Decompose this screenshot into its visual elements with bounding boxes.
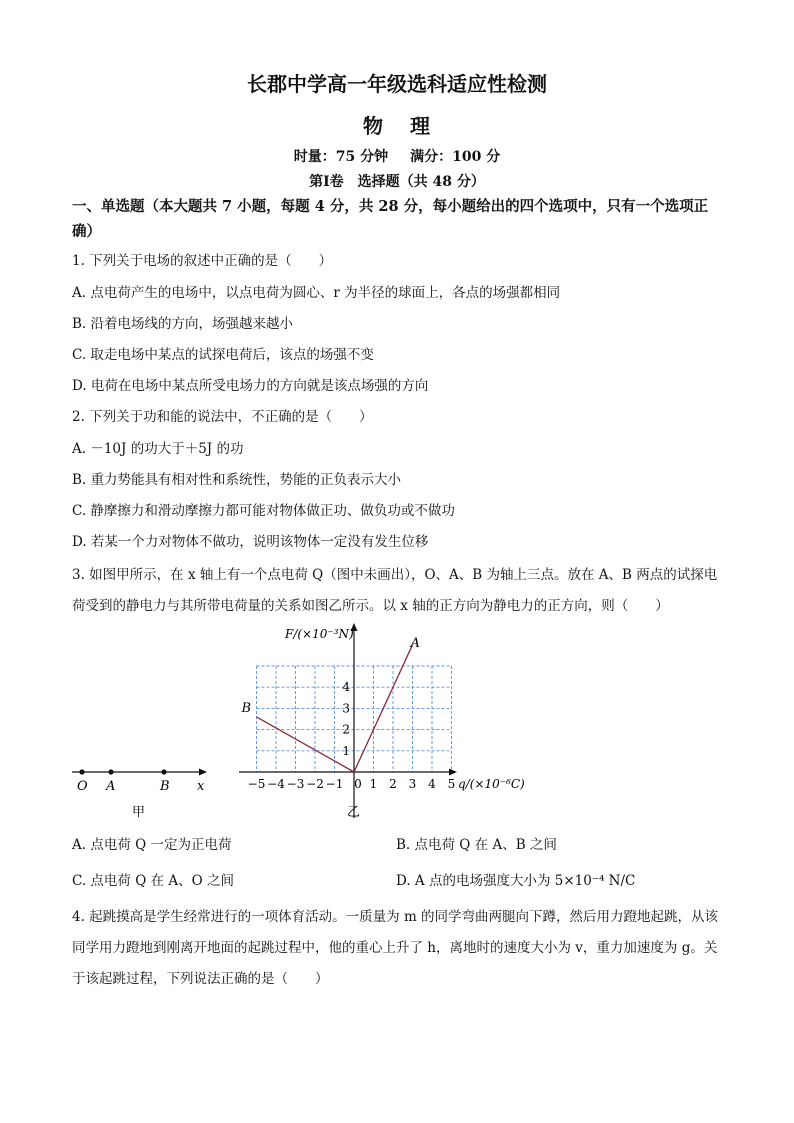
- x-tick-label: 5: [447, 777, 456, 791]
- x-axis-arrow-icon: [449, 769, 457, 776]
- y-axis-title: F/(×10⁻³N): [285, 627, 354, 641]
- q1-option-d: D. 电荷在电场中某点所受电场力的方向就是该点场强的方向: [72, 378, 429, 394]
- x-tick-label: −4: [267, 777, 285, 791]
- exam-time: 时量：75 分钟: [293, 149, 389, 165]
- figure-yi-caption: 乙: [347, 805, 361, 820]
- subject-title: [0, 110, 794, 139]
- x-tick-label: 3: [408, 777, 417, 791]
- q2-option-b: B. 重力势能具有相对性和系统性，势能的正负表示大小: [72, 472, 402, 488]
- x-tick-label: 2: [389, 777, 397, 791]
- q2-option-d: D. 若某一个力对物体不做功，说明该物体一定没有发生位移: [72, 534, 429, 550]
- section-title: 第Ⅰ卷 选择题（共 48 分）: [309, 174, 485, 190]
- point-o-dot: [79, 769, 84, 774]
- q1-option-b: B. 沿着电场线的方向，场强越来越小: [72, 316, 294, 332]
- point-o-label: O: [77, 779, 88, 794]
- point-b-label: B: [160, 779, 170, 794]
- x-tick-label: 0: [354, 777, 362, 791]
- q3-option-a: A. 点电荷 Q 一定为正电荷: [72, 837, 232, 853]
- subject-char-2: 理: [410, 114, 431, 138]
- x-tick-label: −1: [325, 777, 344, 791]
- series-label-b: B: [241, 700, 252, 716]
- chart-ticks: [248, 680, 456, 791]
- q2-option-c: C. 静摩擦力和滑动摩擦力都可能对物体做正功、做负功或不做功: [72, 503, 455, 519]
- x-axis-title: q/(×10⁻⁶C): [458, 777, 525, 791]
- q4-stem: 4. 起跳摸高是学生经常进行的一项体育活动。一质量为 m 的同学弯曲两腿向下蹲，然后用力蹬地起跳，从该同学用力蹬地到刚离开地面的起跳过程中，他的重心上升了 h，离地时的速度大小为 v，重力加速度为 g。关于该起跳过程，下列说法正确的是（ ）: [72, 909, 719, 987]
- exam-meta: [0, 146, 794, 166]
- q1-option-a: A. 点电荷产生的电场中，以点电荷为圆心、r 为半径的球面上，各点的场强都相同: [72, 285, 561, 301]
- q1-stem: 1. 下列关于电场的叙述中正确的是（ ）: [72, 253, 333, 269]
- x-tick-label: 1: [369, 777, 378, 791]
- arrow-head-icon: [199, 769, 207, 776]
- x-tick-label: −3: [286, 777, 305, 791]
- x-tick-label: −5: [247, 777, 266, 791]
- y-tick-label: 2: [342, 722, 350, 737]
- figure-jia-caption: 甲: [132, 805, 146, 820]
- exam-title: 长郡中学高一年级选科适应性检测: [247, 72, 547, 96]
- series-label-a: A: [410, 635, 420, 651]
- figure-yi-chart: [225, 618, 530, 826]
- q3-option-c: C. 点电荷 Q 在 A、O 之间: [72, 873, 234, 889]
- x-tick-label: 4: [428, 777, 436, 791]
- exam-score: 满分：100 分: [410, 149, 501, 165]
- q2-stem: 2. 下列关于功和能的说法中，不正确的是（ ）: [72, 409, 373, 425]
- y-tick-label: 4: [342, 680, 350, 695]
- part-heading: 一、单选题（本大题共 7 小题，每题 4 分，共 28 分，每小题给出的四个选项中，只有一个选项正确）: [72, 198, 709, 240]
- y-tick-label: 3: [342, 701, 350, 716]
- q3-option-d: D. A 点的电场强度大小为 5×10⁻⁴ N/C: [396, 873, 636, 889]
- x-axis-label: x: [197, 779, 205, 794]
- q3-stem: 3. 如图甲所示，在 x 轴上有一个点电荷 Q（图中未画出），O、A、B 为轴上三点。放在 A、B 两点的试探电荷受到的静电力与其所带电荷量的关系如图乙所示。以 x 轴的正方向为静电力的正方向，则（ ）: [72, 567, 718, 614]
- x-tick-label: −2: [306, 777, 324, 791]
- subject-char-1: 物: [363, 114, 384, 138]
- series-line-b: [257, 717, 355, 772]
- q3-option-b: B. 点电荷 Q 在 A、B 之间: [396, 837, 557, 853]
- point-a-dot: [108, 769, 113, 774]
- q1-option-c: C. 取走电场中某点的试探电荷后，该点的场强不变: [72, 347, 374, 363]
- q2-option-a: A. －10J 的功大于＋5J 的功: [72, 441, 244, 457]
- y-tick-label: 1: [342, 743, 350, 758]
- point-a-label: A: [106, 779, 116, 794]
- point-b-dot: [161, 769, 166, 774]
- figure-jia: [66, 755, 216, 825]
